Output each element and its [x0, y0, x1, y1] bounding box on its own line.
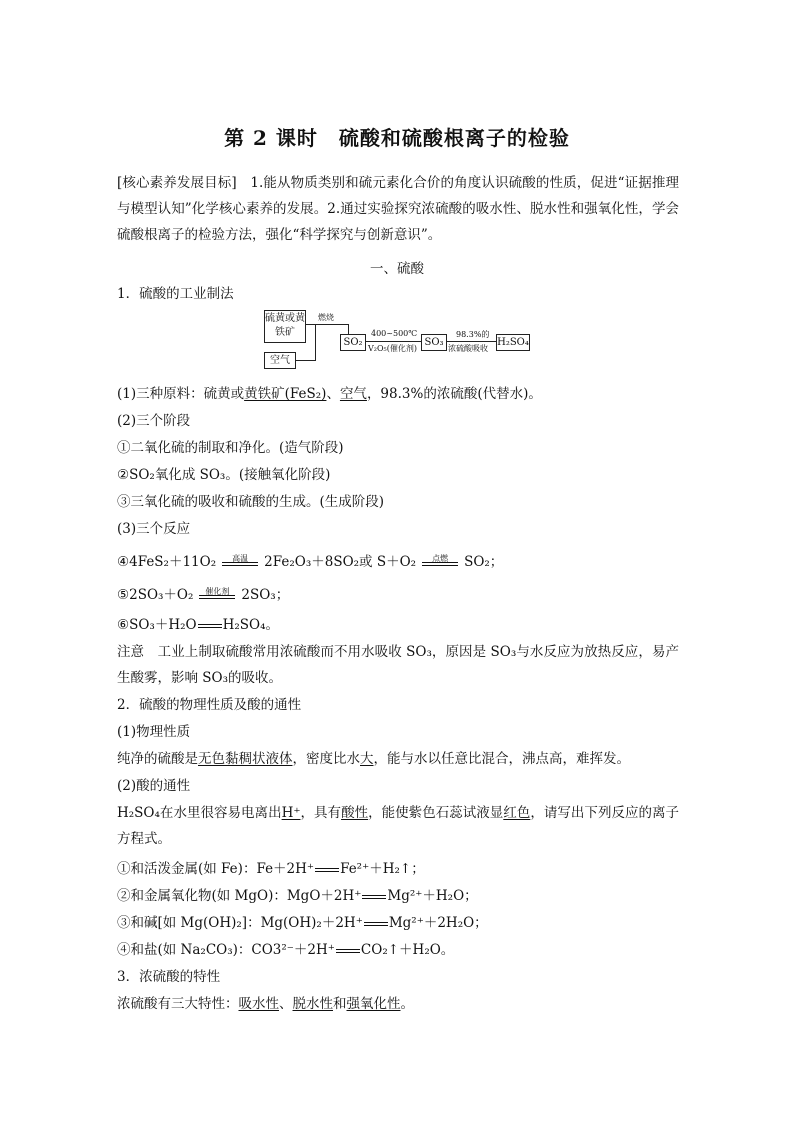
reaction-3 — [117, 612, 679, 638]
raw-air: 空气 — [339, 386, 367, 402]
heading-special: 3．浓硫酸的特性 — [117, 969, 221, 985]
text: 。 — [400, 996, 414, 1012]
equals-sign — [197, 622, 223, 630]
burn-label: 燃烧 — [318, 313, 334, 322]
text: 纯净的硫酸是 — [117, 751, 198, 767]
raw-text: ，98.3%的浓硫酸(代替水)。 — [366, 386, 542, 402]
text: ，具有 — [300, 805, 342, 821]
catalyst-label: V₂O₅(催化剂) — [368, 344, 417, 353]
h2so4-box: H₂SO₄ — [496, 334, 530, 351]
underlined-answer: 无色黏稠状液体 — [198, 751, 293, 767]
stages-heading: (2)三个阶段 — [117, 413, 191, 429]
section-heading: 一、硫酸 — [370, 261, 424, 277]
text: 和 — [333, 996, 347, 1012]
reaction-condition — [220, 553, 260, 570]
goals-text: 1.能从物质类别和硫元素化合价的角度认识硫酸的性质，促进“证据推理与模型认知”化学核心素养的发展。2.通过实验探究浓硫酸的吸水性、脱水性和强氧化性，学会硫酸根离子的检验方法，强化“科学探究与创新意识”。 — [117, 175, 680, 243]
absorb-bottom-label: 浓硫酸吸收 — [448, 344, 488, 353]
heading-industrial: 1．硫酸的工业制法 — [117, 286, 234, 302]
reaction-text: 2SO₃； — [241, 587, 290, 603]
reaction-text: SO₂； — [464, 554, 504, 570]
flow-line — [315, 324, 316, 361]
text: ④和盐(如 Na₂CO₃)：CO3²⁻＋2H⁺ — [117, 942, 335, 958]
raw-text: (1)三种原料：硫黄或 — [117, 386, 245, 402]
reaction-text: ⑥SO₃＋H₂O — [117, 617, 197, 633]
flow-line — [305, 324, 315, 325]
so3-box: SO₃ — [421, 334, 447, 351]
condition-label: 点燃 — [432, 553, 449, 563]
text: ①和活泼金属(如 Fe)：Fe＋2H⁺ — [117, 861, 315, 877]
text: ，能使紫色石蕊试液显 — [368, 805, 504, 821]
flow-line — [365, 341, 421, 342]
text: Fe²⁺＋H₂↑； — [340, 861, 425, 877]
acid-heading: (2)酸的通性 — [117, 778, 191, 794]
flow-line — [446, 341, 496, 342]
equals-sign — [363, 920, 389, 928]
reaction-condition — [420, 553, 460, 570]
special-properties — [117, 991, 679, 1017]
ionic-eq-1 — [117, 856, 679, 882]
text: ，请写出下列反应的离子方程式。 — [117, 805, 680, 847]
condition-label: 高温 — [232, 553, 249, 563]
ionic-eq-4 — [117, 937, 679, 963]
underlined-answer: 脱水性 — [292, 996, 333, 1012]
flow-line — [315, 324, 348, 325]
industrial-flow-diagram — [264, 308, 534, 370]
air-box: 空气 — [264, 352, 296, 369]
underlined-answer: 吸水性 — [238, 996, 279, 1012]
raw-ore: 黄铁矿(FeS₂) — [244, 386, 327, 402]
stage-3: ③三氧化硫的吸收和硫酸的生成。(生成阶段) — [117, 494, 385, 510]
reaction-1 — [117, 549, 679, 575]
text: ②和金属氧化物(如 MgO)：MgO＋2H⁺ — [117, 888, 362, 904]
heading-physical: 2．硫酸的物理性质及酸的通性 — [117, 697, 302, 713]
text: CO₂↑＋H₂O。 — [360, 942, 455, 958]
reaction-text: H₂SO₄。 — [222, 617, 280, 633]
raw-materials — [117, 381, 679, 407]
raw-text: 、 — [326, 386, 340, 402]
stage-1: ①二氧化硫的制取和净化。(造气阶段) — [117, 440, 344, 456]
note-paragraph: 注意 工业上制取硫酸常用浓硫酸而不用水吸收 SO₃，原因是 SO₃与水反应为放热反应，易产生酸雾，影响 SO₃的吸收。 — [117, 644, 679, 686]
equals-sign — [335, 947, 361, 955]
ionic-eq-3 — [117, 910, 679, 936]
underlined-answer: 酸性 — [341, 805, 369, 821]
condition-label: 催化剂 — [205, 586, 230, 596]
underlined-answer: 红色 — [503, 805, 531, 821]
core-goals — [117, 170, 679, 248]
reaction-condition — [197, 586, 237, 603]
ore-box: 硫黄或黄铁矿 — [264, 310, 306, 343]
underlined-answer: 强氧化性 — [346, 996, 401, 1012]
text: 、 — [279, 996, 293, 1012]
so2-box: SO₂ — [340, 334, 366, 351]
goals-label: [核心素养发展目标] — [117, 175, 237, 191]
flow-line — [348, 324, 349, 334]
reaction-text: ⑤2SO₃＋O₂ — [117, 587, 194, 603]
absorb-top-label: 98.3%的 — [456, 330, 490, 339]
page-title: 第 2 课时 硫酸和硫酸根离子的检验 — [224, 126, 570, 150]
underlined-answer: H⁺ — [281, 805, 301, 821]
equals-sign — [361, 893, 387, 901]
physical-properties — [117, 746, 679, 772]
equals-sign — [314, 866, 340, 874]
text: ，能与水以任意比混合，沸点高，难挥发。 — [373, 751, 630, 767]
flow-line — [295, 360, 315, 361]
reactions-heading: (3)三个反应 — [117, 521, 191, 537]
underlined-answer: 大 — [360, 751, 374, 767]
acid-properties — [117, 800, 679, 852]
text: 浓硫酸有三大特性： — [117, 996, 239, 1012]
text: ，密度比水 — [292, 751, 360, 767]
text: ③和碱[如 Mg(OH)₂]：Mg(OH)₂＋2H⁺ — [117, 915, 363, 931]
reaction-text: 2Fe₂O₃＋8SO₂或 S＋O₂ — [264, 554, 417, 570]
ionic-eq-2 — [117, 883, 679, 909]
reaction-text: ④4FeS₂＋11O₂ — [117, 554, 217, 570]
text: Mg²⁺＋H₂O； — [387, 888, 478, 904]
text: Mg²⁺＋2H₂O； — [388, 915, 488, 931]
text: H₂SO₄在水里很容易电离出 — [117, 805, 282, 821]
reaction-2 — [117, 582, 679, 608]
stage-2: ②SO₂氧化成 SO₃。(接触氧化阶段) — [117, 467, 331, 483]
physical-heading: (1)物理性质 — [117, 724, 191, 740]
temp-label: 400~500℃ — [371, 329, 418, 338]
